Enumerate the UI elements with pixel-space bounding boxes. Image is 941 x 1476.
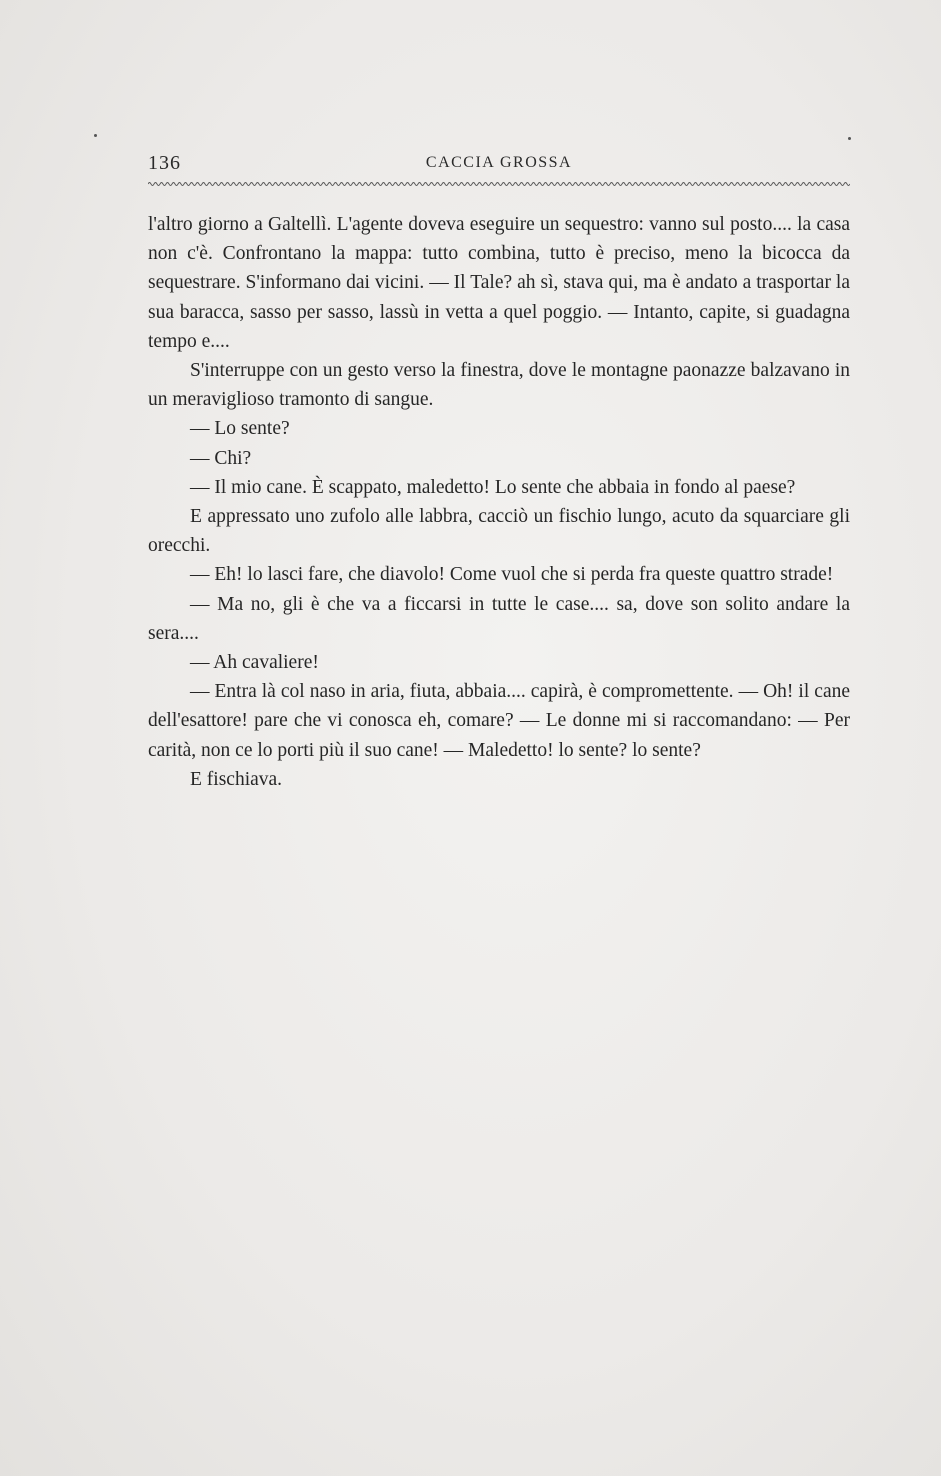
paragraph: — Lo sente? — [190, 418, 290, 440]
paragraph: S'interruppe con un gesto verso la finestra, dove le montagne paonazze balzavano in un meraviglioso tramonto di sangue. — [148, 360, 850, 411]
paragraph: E appressato uno zufolo alle labbra, cacciò un fischio lungo, acuto da squarciare gli orecchi. — [148, 506, 850, 557]
paragraph: — Il mio cane. È scappato, maledetto! Lo sente che abbaia in fondo al paese? — [190, 476, 796, 498]
paragraph: — Eh! lo lasci fare, che diavolo! Come vuol che si perda fra queste quattro strade! — [190, 564, 834, 586]
running-head: CACCIA GROSSA — [425, 154, 573, 171]
paper-speck — [94, 134, 97, 137]
body-text — [148, 210, 850, 794]
paragraph: l'altro giorno a Galtellì. L'agente doveva eseguire un sequestro: vanno sul posto.... la casa non c'è. Confrontano la mappa: tutto combina, tutto è preciso, meno la bicocca da sequestrare. S'informano dai vicini. — Il Tale? ah sì, stava qui, ma è andato a trasportar la sua baracca, sasso per sasso, lassù in vetta a quel poggio. — Intanto, capite, si guadagna tempo e.... — [148, 214, 850, 352]
paragraph: — Entra là col naso in aria, fiuta, abbaia.... capirà, è compromettente. — Oh! il cane dell'esattore! pare che vi conosca eh, comare? — Le donne mi si raccomandano: — Per carità, non ce lo porti più il suo cane! — Maledetto! lo sente? lo sente? — [148, 681, 850, 761]
paragraph: — Ma no, gli è che va a ficcarsi in tutte le case.... sa, dove son solito andare la sera.... — [148, 593, 850, 644]
paragraph: — Ah cavaliere! — [190, 652, 319, 674]
page-number: 136 — [148, 152, 181, 174]
paper-speck — [848, 137, 851, 140]
paragraph: — Chi? — [190, 447, 252, 469]
paragraph: E fischiava. — [190, 768, 283, 790]
wavy-rule — [148, 178, 850, 190]
